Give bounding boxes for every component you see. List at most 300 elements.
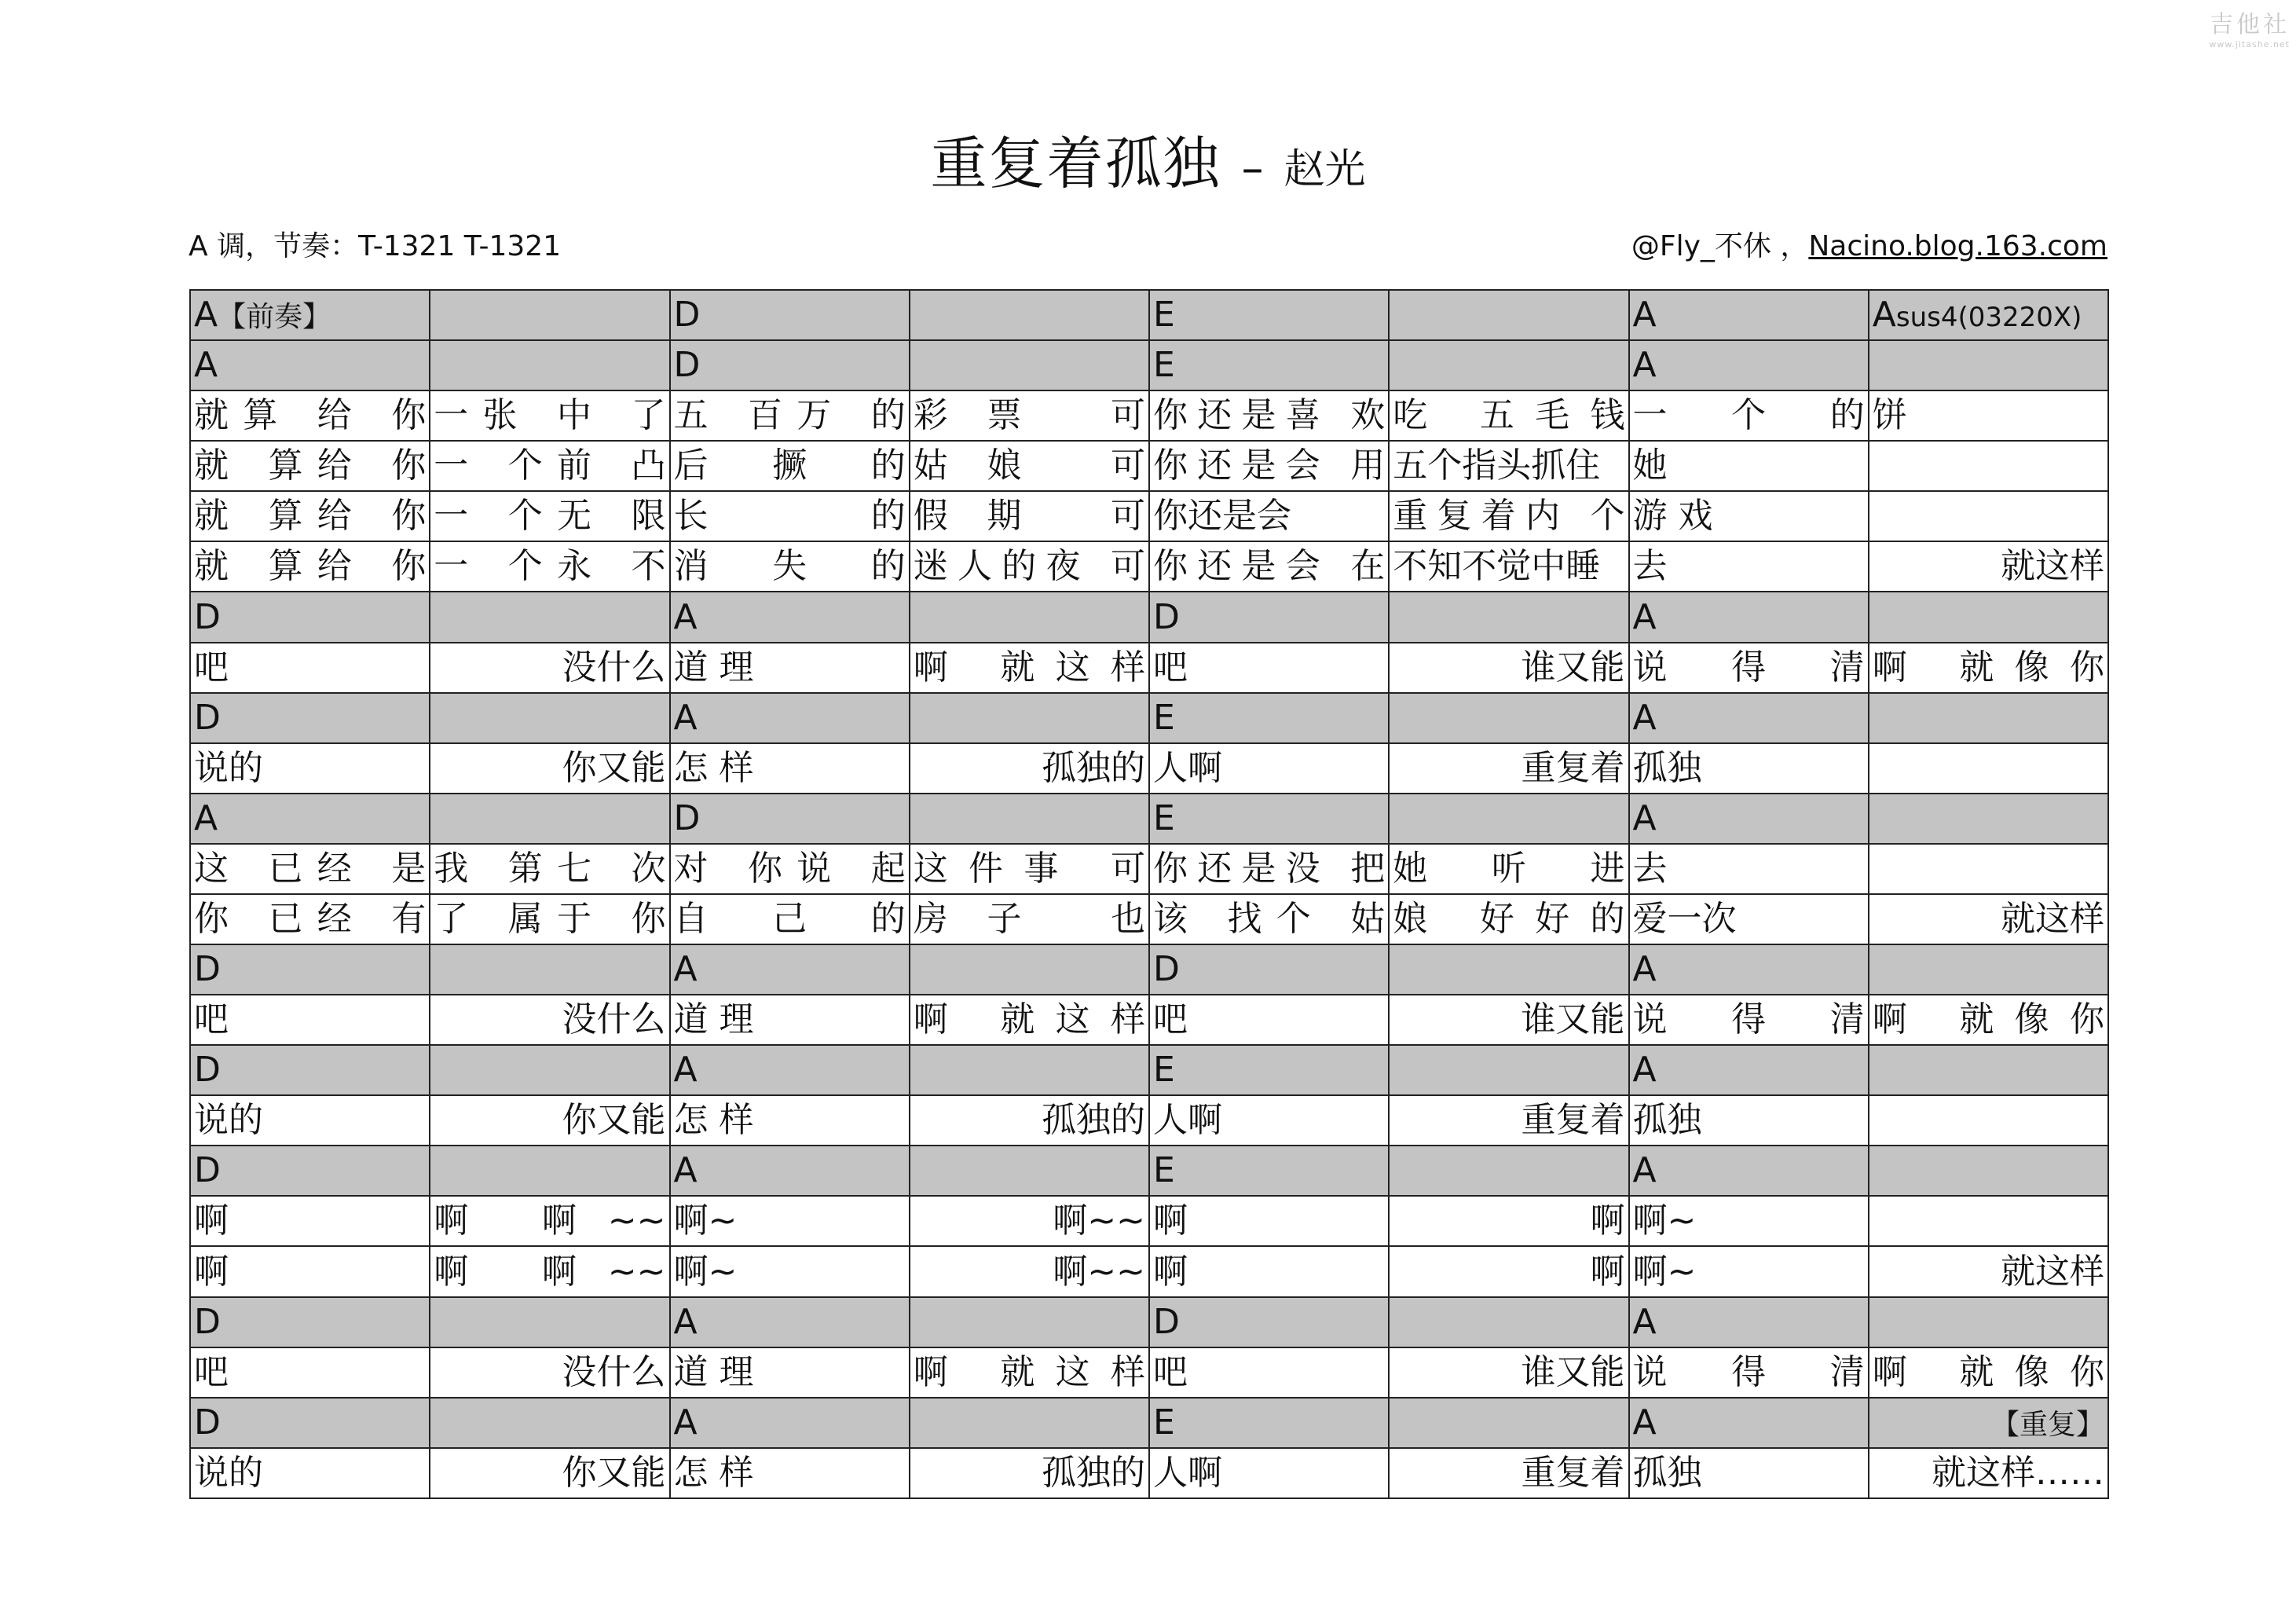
- chord-lyric-grid: [189, 289, 2109, 1499]
- chord-cell: [190, 944, 430, 995]
- lyric-cell: [1869, 844, 2108, 894]
- lyric-text: 一 个无 限: [434, 496, 666, 537]
- lyric-cell: [910, 1246, 1149, 1296]
- lyric-row: [190, 1448, 2108, 1498]
- chord-cell: [190, 794, 430, 844]
- chord-cell: [190, 1398, 430, 1448]
- lyric-cell: [910, 1095, 1149, 1146]
- lyric-text: 吧: [194, 647, 229, 687]
- chord-symbol: A: [1632, 345, 1657, 386]
- key-rhythm-info: A 调，节奏：T-1321 T-1321: [189, 230, 562, 262]
- lyric-row: [190, 743, 2108, 794]
- lyric-text: 一 个前 凸: [434, 445, 666, 486]
- lyric-cell: [1389, 491, 1628, 541]
- lyric-cell: [910, 1347, 1149, 1398]
- chord-cell: [1629, 944, 1869, 995]
- lyric-cell: [430, 1095, 669, 1146]
- lyric-text: 人啊: [1153, 1100, 1222, 1141]
- lyric-cell: [1149, 643, 1389, 693]
- lyric-text: 吧: [194, 1351, 229, 1392]
- lyric-cell: [670, 541, 910, 592]
- chord-symbol: D: [194, 1301, 221, 1342]
- lyric-text: 假期 可: [913, 496, 1145, 537]
- lyric-text: 孤独: [1632, 1452, 1702, 1493]
- lyric-text: 啊: [194, 1201, 229, 1241]
- author-credit: [1631, 224, 2107, 264]
- lyric-text: 吧: [1153, 647, 1188, 687]
- lyric-cell: [910, 491, 1149, 541]
- lyric-cell: [1389, 1347, 1628, 1398]
- chord-symbol: D: [673, 345, 701, 386]
- chord-cell: [910, 340, 1149, 390]
- chord-symbol: E: [1153, 797, 1175, 838]
- chord-cell: [910, 944, 1149, 995]
- chord-cell: [430, 1297, 669, 1347]
- lyric-cell: [670, 390, 910, 441]
- lyric-text: 吧: [1153, 1351, 1188, 1392]
- chord-symbol: A: [673, 1301, 698, 1342]
- lyric-cell: [190, 390, 430, 441]
- chord-cell: [1149, 693, 1389, 743]
- lyric-cell: [1389, 441, 1628, 491]
- lyric-cell: [1149, 995, 1389, 1045]
- lyric-cell: [1869, 441, 2108, 491]
- chord-cell: [1389, 944, 1628, 995]
- chord-cell: [430, 693, 669, 743]
- lyric-text: 吧: [1153, 999, 1188, 1040]
- lyric-text: 怎 样: [673, 747, 754, 788]
- chord-cell: [910, 1146, 1149, 1196]
- lyric-cell: [670, 1196, 910, 1246]
- lyric-cell: [910, 894, 1149, 944]
- lyric-text: 这件事 可: [913, 848, 1145, 889]
- lyric-cell: [670, 1347, 910, 1398]
- lyric-row: [190, 643, 2108, 693]
- chord-cell: [430, 1398, 669, 1448]
- lyric-cell: [670, 441, 910, 491]
- lyric-cell: [1869, 541, 2108, 592]
- chord-symbol: E: [1153, 1402, 1175, 1443]
- chord-cell: [1149, 1045, 1389, 1095]
- lyric-text: 谁又能: [1521, 1351, 1625, 1392]
- lyric-text: 啊~: [1632, 1201, 1697, 1241]
- lyric-cell: [190, 441, 430, 491]
- lyric-text: 怎 样: [673, 1452, 754, 1493]
- lyric-text: 你还是喜 欢: [1153, 395, 1386, 436]
- lyric-cell: [430, 995, 669, 1045]
- lyric-cell: [1869, 1246, 2108, 1296]
- chord-symbol: D: [673, 295, 701, 335]
- artist-name: 赵光: [1283, 146, 1366, 193]
- lyric-text: 说 得 清: [1632, 999, 1865, 1040]
- lyric-text: 孤独的: [1042, 1100, 1145, 1141]
- chord-variant: sus4(03220X): [1895, 302, 2082, 334]
- lyric-cell: [190, 844, 430, 894]
- lyric-text: 姑娘 可: [913, 445, 1145, 486]
- lyric-text: 就这样……: [1932, 1452, 2104, 1493]
- lyric-cell: [1629, 441, 1869, 491]
- chord-symbol: A: [673, 1402, 698, 1443]
- lyric-cell: [1389, 1246, 1628, 1296]
- lyric-text: 啊~~: [1053, 1251, 1145, 1292]
- chord-row: [190, 794, 2108, 844]
- lyric-text: 你还是会: [1153, 496, 1291, 537]
- chord-cell: [1869, 290, 2108, 340]
- chord-cell: [1869, 1398, 2108, 1448]
- chord-cell: [430, 1146, 669, 1196]
- lyric-text: 你 已经 有: [194, 898, 427, 939]
- chord-cell: [670, 290, 910, 340]
- lyric-cell: [1629, 894, 1869, 944]
- chord-cell: [1149, 1297, 1389, 1347]
- chord-symbol: D: [194, 1050, 221, 1091]
- lyric-text: 迷人的夜 可: [913, 546, 1145, 587]
- chord-row: [190, 290, 2108, 340]
- chord-symbol: A: [1632, 1150, 1657, 1191]
- lyric-cell: [910, 390, 1149, 441]
- chord-row: [190, 1146, 2108, 1196]
- lyric-cell: [1149, 1196, 1389, 1246]
- lyric-text: 你又能: [562, 1452, 666, 1493]
- chord-cell: [1389, 592, 1628, 642]
- lyric-cell: [190, 1347, 430, 1398]
- lyric-cell: [190, 1095, 430, 1146]
- lyric-cell: [1869, 743, 2108, 794]
- chord-symbol: A: [194, 797, 218, 838]
- chord-cell: [1389, 290, 1628, 340]
- chord-cell: [1389, 794, 1628, 844]
- lyric-text: 孤独的: [1042, 747, 1145, 788]
- lyric-cell: [910, 995, 1149, 1045]
- lyric-text: 就这样: [2001, 1251, 2104, 1292]
- chord-cell: [190, 592, 430, 642]
- chord-row: [190, 1297, 2108, 1347]
- chord-symbol: A: [673, 1050, 698, 1091]
- lyric-text: 自 己 的: [673, 898, 906, 939]
- lyric-text: 了 属于 你: [434, 898, 666, 939]
- lyric-text: 重复着: [1521, 1100, 1625, 1141]
- chord-cell: [1869, 944, 2108, 995]
- lyric-cell: [1869, 390, 2108, 441]
- chord-cell: [190, 693, 430, 743]
- chord-cell: [1149, 794, 1389, 844]
- lyric-text: 游 戏: [1632, 496, 1713, 537]
- chord-cell: [910, 1297, 1149, 1347]
- lyric-text: 说的: [194, 1452, 263, 1493]
- lyric-cell: [1629, 1246, 1869, 1296]
- lyric-row: [190, 844, 2108, 894]
- lyric-text: 道 理: [673, 999, 754, 1040]
- lyric-text: 一 个 的: [1632, 395, 1865, 436]
- chord-cell: [430, 340, 669, 390]
- chord-symbol: E: [1153, 1050, 1175, 1091]
- lyric-text: 没什么: [562, 999, 666, 1040]
- lyric-text: 去: [1632, 546, 1668, 587]
- lyric-row: [190, 1196, 2108, 1246]
- lyric-cell: [1869, 643, 2108, 693]
- lyric-row: [190, 541, 2108, 592]
- chord-cell: [1869, 794, 2108, 844]
- lyric-text: 你又能: [562, 747, 666, 788]
- lyric-text: 谁又能: [1521, 999, 1625, 1040]
- chord-cell: [1149, 290, 1389, 340]
- chord-cell: [430, 794, 669, 844]
- lyric-cell: [1389, 894, 1628, 944]
- lyric-cell: [910, 541, 1149, 592]
- chord-cell: [670, 340, 910, 390]
- lyric-text: 啊 就这样: [913, 1351, 1145, 1392]
- chord-cell: [670, 794, 910, 844]
- lyric-text: 啊 就这样: [913, 999, 1145, 1040]
- lyric-text: 该 找个 姑: [1153, 898, 1386, 939]
- lyric-cell: [670, 995, 910, 1045]
- chord-cell: [910, 290, 1149, 340]
- lyric-cell: [1629, 541, 1869, 592]
- song-title: 重复着孤独: [930, 130, 1221, 196]
- lyric-text: 怎 样: [673, 1100, 754, 1141]
- lyric-text: 房子 也: [913, 898, 1145, 939]
- chord-cell: [1869, 1146, 2108, 1196]
- lyric-cell: [190, 643, 430, 693]
- lyric-cell: [430, 844, 669, 894]
- lyric-text: 啊: [1153, 1251, 1188, 1292]
- chord-cell: [1629, 1146, 1869, 1196]
- chord-symbol: A: [673, 596, 698, 637]
- chord-cell: [190, 1297, 430, 1347]
- chord-cell: [670, 1297, 910, 1347]
- chord-symbol: E: [1153, 295, 1175, 335]
- lyric-cell: [1389, 743, 1628, 794]
- lyric-cell: [910, 1196, 1149, 1246]
- lyric-cell: [910, 743, 1149, 794]
- chord-symbol: D: [1153, 596, 1180, 637]
- lyric-cell: [1629, 390, 1869, 441]
- chord-symbol: A: [194, 295, 218, 335]
- lyric-cell: [1869, 1347, 2108, 1398]
- lyric-text: 啊~: [673, 1251, 738, 1292]
- lyric-text: 啊~: [1632, 1251, 1697, 1292]
- lyric-cell: [430, 491, 669, 541]
- lyric-cell: [1149, 844, 1389, 894]
- lyric-cell: [1629, 1196, 1869, 1246]
- lyric-text: 你还是会 用: [1153, 445, 1386, 486]
- lyric-text: 啊: [1590, 1251, 1625, 1292]
- lyric-text: 吧: [194, 999, 229, 1040]
- chord-cell: [1629, 1045, 1869, 1095]
- chord-row: [190, 944, 2108, 995]
- chord-cell: [190, 1146, 430, 1196]
- lyric-text: 没什么: [562, 1351, 666, 1392]
- title-dash: –: [1241, 143, 1264, 194]
- chord-cell: [670, 1398, 910, 1448]
- lyric-cell: [1149, 1347, 1389, 1398]
- lyric-text: 她: [1632, 445, 1668, 486]
- lyric-cell: [1629, 491, 1869, 541]
- chord-symbol: A: [673, 1150, 698, 1191]
- lyric-text: 说 得 清: [1632, 1351, 1865, 1392]
- lyric-text: 重复着内 个: [1393, 496, 1625, 537]
- lyric-row: [190, 1095, 2108, 1146]
- lyric-cell: [1629, 1448, 1869, 1498]
- lyric-text: 孤独的: [1042, 1452, 1145, 1493]
- chord-symbol: A: [1872, 295, 1896, 335]
- lyric-text: 彩票 可: [913, 395, 1145, 436]
- chord-cell: [670, 1045, 910, 1095]
- lyric-text: 就 算给 你: [194, 546, 427, 587]
- lyric-text: 她 听 进: [1393, 848, 1625, 889]
- lyric-text: 你还是会 在: [1153, 546, 1386, 587]
- lyric-cell: [1149, 491, 1389, 541]
- lyric-row: [190, 441, 2108, 491]
- chord-cell: [1149, 340, 1389, 390]
- lyric-row: [190, 390, 2108, 441]
- lyric-text: 你还是没 把: [1153, 848, 1386, 889]
- lyric-row: [190, 1347, 2108, 1398]
- lyric-cell: [1389, 541, 1628, 592]
- chord-cell: [430, 944, 669, 995]
- chord-symbol: A: [1632, 596, 1657, 637]
- lyric-text: 啊~: [673, 1201, 738, 1241]
- lyric-text: 去: [1632, 848, 1668, 889]
- chord-symbol: A: [1632, 949, 1657, 990]
- lyric-cell: [670, 1095, 910, 1146]
- chord-cell: [1869, 592, 2108, 642]
- lyric-text: 就这样: [2001, 898, 2104, 939]
- chord-cell: [1869, 340, 2108, 390]
- lyric-cell: [1149, 441, 1389, 491]
- lyric-text: 人啊: [1153, 1452, 1222, 1493]
- lyric-text: 啊 就像你: [1872, 1351, 2104, 1392]
- lyric-text: 后 撅 的: [673, 445, 906, 486]
- chord-cell: [1389, 1398, 1628, 1448]
- chord-cell: [1149, 592, 1389, 642]
- lyric-cell: [190, 1196, 430, 1246]
- lyric-text: 啊: [1590, 1201, 1625, 1241]
- chord-cell: [1629, 693, 1869, 743]
- lyric-text: 一张 中 了: [434, 395, 666, 436]
- lyric-text: 就 算给 你: [194, 496, 427, 537]
- lyric-cell: [1629, 844, 1869, 894]
- lyric-text: 这 已经 是: [194, 848, 427, 889]
- chord-row: [190, 592, 2108, 642]
- chord-cell: [670, 693, 910, 743]
- lyric-cell: [1629, 643, 1869, 693]
- lyric-text: 长 的: [673, 496, 906, 537]
- chord-symbol: A: [1632, 295, 1657, 335]
- lyric-text: 就算 给 你: [194, 395, 427, 436]
- lyric-cell: [430, 1448, 669, 1498]
- lyric-text: 吃 五毛钱: [1393, 395, 1625, 436]
- lyric-cell: [1629, 743, 1869, 794]
- lyric-cell: [1389, 844, 1628, 894]
- lyric-text: 说 得 清: [1632, 647, 1865, 687]
- chord-cell: [1629, 340, 1869, 390]
- lyric-cell: [910, 1448, 1149, 1498]
- lyric-cell: [430, 1196, 669, 1246]
- chord-cell: [670, 1146, 910, 1196]
- lyric-cell: [1149, 1095, 1389, 1146]
- lyric-text: 就这样: [2001, 546, 2104, 587]
- lyric-text: 重复着: [1521, 1452, 1625, 1493]
- chord-row: [190, 340, 2108, 390]
- lyric-cell: [1389, 390, 1628, 441]
- lyric-cell: [670, 1448, 910, 1498]
- lyric-cell: [430, 743, 669, 794]
- lyric-cell: [430, 390, 669, 441]
- lyric-cell: [430, 1246, 669, 1296]
- chord-cell: [1389, 1045, 1628, 1095]
- lyric-text: 谁又能: [1521, 647, 1625, 687]
- lyric-text: 说的: [194, 747, 263, 788]
- lyric-cell: [1869, 1448, 2108, 1498]
- chord-symbol: D: [194, 697, 221, 738]
- chord-symbol: D: [673, 797, 701, 838]
- lyric-cell: [1149, 1246, 1389, 1296]
- chord-cell: [1629, 794, 1869, 844]
- chord-cell: [1869, 1297, 2108, 1347]
- lyric-text: 就 算给 你: [194, 445, 427, 486]
- chord-cell: [1629, 1398, 1869, 1448]
- lyric-cell: [1389, 643, 1628, 693]
- lyric-text: 道 理: [673, 647, 754, 687]
- chord-symbol: A: [1632, 1301, 1657, 1342]
- lyric-text: 一 个永 不: [434, 546, 666, 587]
- author-handle: @Fly_不休 ，: [1631, 230, 1809, 262]
- lyric-cell: [430, 1347, 669, 1398]
- chord-row: [190, 693, 2108, 743]
- lyric-text: 娘 好好的: [1393, 898, 1625, 939]
- lyric-cell: [190, 894, 430, 944]
- chord-cell: [430, 1045, 669, 1095]
- lyric-text: 啊 就这样: [913, 647, 1145, 687]
- chord-symbol: A: [1632, 1050, 1657, 1091]
- chord-cell: [1389, 1297, 1628, 1347]
- lyric-text: 爱一次: [1632, 898, 1737, 939]
- chord-symbol: E: [1153, 697, 1175, 738]
- lyric-cell: [1389, 1095, 1628, 1146]
- chord-cell: [910, 592, 1149, 642]
- lyric-cell: [910, 441, 1149, 491]
- lyric-cell: [190, 743, 430, 794]
- chord-cell: [1629, 592, 1869, 642]
- chord-symbol: D: [1153, 1301, 1180, 1342]
- lyric-text: 五 百万 的: [673, 395, 906, 436]
- lyric-cell: [1149, 1448, 1389, 1498]
- chord-cell: [430, 290, 669, 340]
- lyric-text: 不知不觉中睡: [1393, 546, 1601, 587]
- lyric-cell: [1869, 1095, 2108, 1146]
- lyric-text: 啊: [1153, 1201, 1188, 1241]
- lyric-cell: [430, 441, 669, 491]
- chord-symbol: 【重复】: [1990, 1408, 2104, 1441]
- lyric-cell: [1869, 995, 2108, 1045]
- lyric-text: 五个指头抓住: [1393, 445, 1601, 486]
- chord-cell: [1149, 1398, 1389, 1448]
- lyric-text: 人啊: [1153, 747, 1222, 788]
- chord-symbol: D: [194, 1150, 221, 1191]
- lyric-cell: [670, 743, 910, 794]
- chord-symbol: D: [194, 1402, 221, 1443]
- author-blog-link[interactable]: Nacino.blog.163.com: [1808, 230, 2107, 262]
- lyric-text: 啊 啊~~: [434, 1201, 666, 1241]
- chord-cell: [1149, 944, 1389, 995]
- chord-cell: [1149, 1146, 1389, 1196]
- lyric-cell: [1869, 894, 2108, 944]
- chord-symbol: A: [1632, 1402, 1657, 1443]
- chord-cell: [1869, 693, 2108, 743]
- lyric-text: 啊 就像你: [1872, 999, 2104, 1040]
- chord-symbol: D: [1153, 949, 1180, 990]
